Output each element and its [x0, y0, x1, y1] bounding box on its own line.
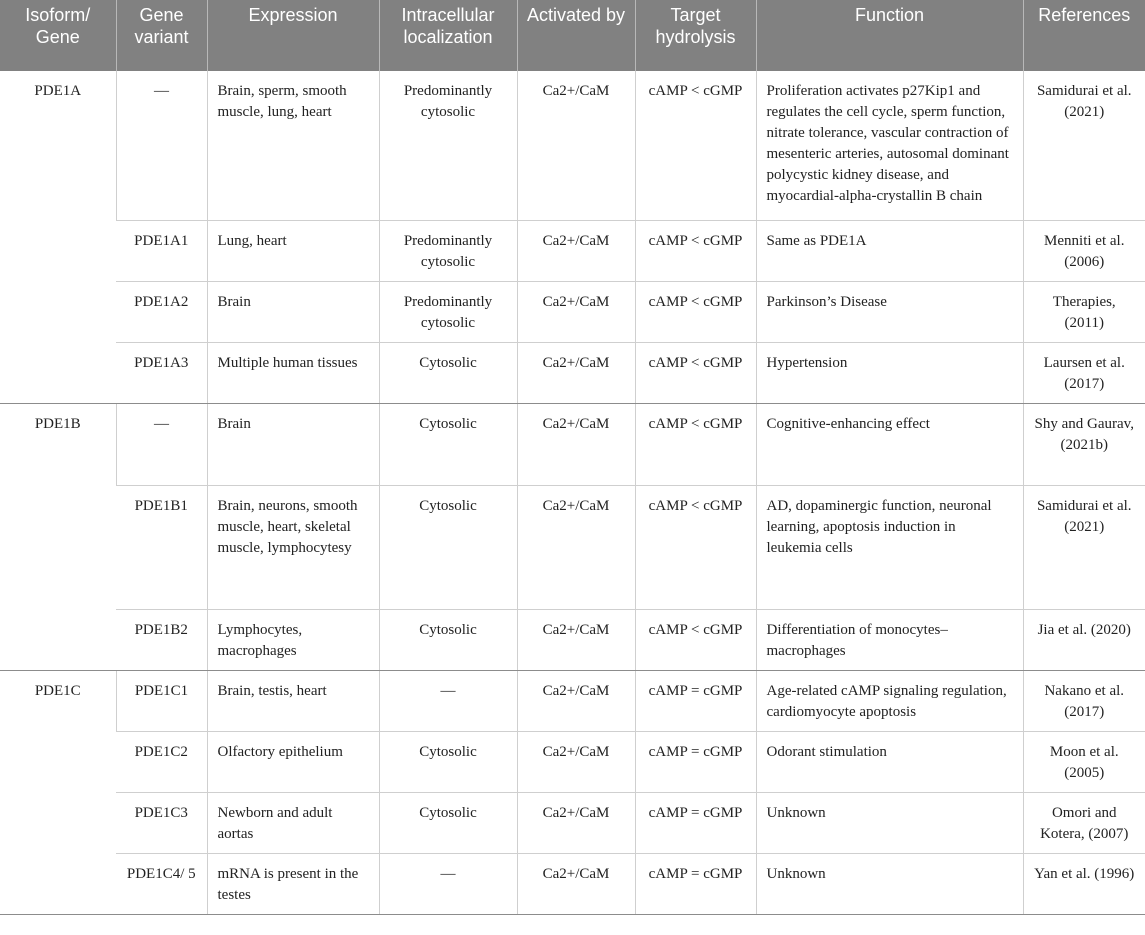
- table-row: [0, 670, 1145, 731]
- variant-cell: PDE1C3: [116, 792, 207, 853]
- hydrolysis-cell: cAMP < cGMP: [635, 342, 756, 403]
- hydrolysis-cell: cAMP = cGMP: [635, 792, 756, 853]
- activated-cell: Ca2+/CaM: [517, 71, 635, 220]
- table-row: [0, 403, 1145, 485]
- localization-cell: Cytosolic: [379, 403, 517, 485]
- activated-cell: Ca2+/CaM: [517, 731, 635, 792]
- activated-cell: Ca2+/CaM: [517, 792, 635, 853]
- table-row: [0, 71, 1145, 220]
- expression-cell: Lung, heart: [207, 220, 379, 281]
- reference-cell: Nakano et al. (2017): [1023, 670, 1145, 731]
- hydrolysis-cell: cAMP < cGMP: [635, 71, 756, 220]
- variant-cell: PDE1C1: [116, 670, 207, 731]
- reference-cell: Jia et al. (2020): [1023, 609, 1145, 670]
- expression-cell: Newborn and adult aortas: [207, 792, 379, 853]
- expression-cell: Brain, sperm, smooth muscle, lung, heart: [207, 71, 379, 220]
- function-cell: Odorant stimulation: [756, 731, 1023, 792]
- variant-cell: —: [116, 71, 207, 220]
- reference-cell: Samidurai et al. (2021): [1023, 71, 1145, 220]
- activated-cell: Ca2+/CaM: [517, 670, 635, 731]
- reference-cell: Samidurai et al. (2021): [1023, 485, 1145, 609]
- table-row: [0, 485, 1145, 609]
- variant-cell: PDE1A3: [116, 342, 207, 403]
- isoform-cell: PDE1B: [0, 403, 116, 670]
- table-row: [0, 609, 1145, 670]
- header-expression: Expression: [207, 0, 379, 71]
- function-cell: Differentiation of monocytes–macrophages: [756, 609, 1023, 670]
- expression-cell: Brain: [207, 403, 379, 485]
- function-cell: Proliferation activates p27Kip1 and regulates the cell cycle, sperm function, nitrate tolerance, vascular contraction of mesenteric arteries, autosomal dominant polycystic kidney disease, and myocardial-alpha-crystallin B chain: [756, 71, 1023, 220]
- reference-cell: Menniti et al. (2006): [1023, 220, 1145, 281]
- localization-cell: Predominantly cytosolic: [379, 281, 517, 342]
- function-cell: AD, dopaminergic function, neuronal learning, apoptosis induction in leukemia cells: [756, 485, 1023, 609]
- localization-cell: —: [379, 853, 517, 914]
- reference-cell: Shy and Gaurav, (2021b): [1023, 403, 1145, 485]
- activated-cell: Ca2+/CaM: [517, 609, 635, 670]
- localization-cell: Predominantly cytosolic: [379, 71, 517, 220]
- expression-cell: Brain, testis, heart: [207, 670, 379, 731]
- hydrolysis-cell: cAMP < cGMP: [635, 485, 756, 609]
- reference-cell: Moon et al. (2005): [1023, 731, 1145, 792]
- function-cell: Parkinson’s Disease: [756, 281, 1023, 342]
- reference-cell: Laursen et al. (2017): [1023, 342, 1145, 403]
- localization-cell: Cytosolic: [379, 342, 517, 403]
- header-gene-variant: Gene variant: [116, 0, 207, 71]
- header-target-hydrolysis: Target hydrolysis: [635, 0, 756, 71]
- hydrolysis-cell: cAMP = cGMP: [635, 670, 756, 731]
- activated-cell: Ca2+/CaM: [517, 853, 635, 914]
- variant-cell: —: [116, 403, 207, 485]
- expression-cell: Lymphocytes, macrophages: [207, 609, 379, 670]
- isoform-cell: PDE1A: [0, 71, 116, 403]
- table-row: [0, 281, 1145, 342]
- variant-cell: PDE1A1: [116, 220, 207, 281]
- activated-cell: Ca2+/CaM: [517, 342, 635, 403]
- localization-cell: Cytosolic: [379, 485, 517, 609]
- expression-cell: Brain: [207, 281, 379, 342]
- table-row: [0, 342, 1145, 403]
- variant-cell: PDE1B1: [116, 485, 207, 609]
- hydrolysis-cell: cAMP < cGMP: [635, 609, 756, 670]
- header-row: [0, 0, 1145, 71]
- function-cell: Age-related cAMP signaling regulation, cardiomyocyte apoptosis: [756, 670, 1023, 731]
- header-activated-by: Activated by: [517, 0, 635, 71]
- reference-cell: Yan et al. (1996): [1023, 853, 1145, 914]
- localization-cell: Predominantly cytosolic: [379, 220, 517, 281]
- table-row: [0, 731, 1145, 792]
- activated-cell: Ca2+/CaM: [517, 220, 635, 281]
- hydrolysis-cell: cAMP < cGMP: [635, 281, 756, 342]
- isoform-cell: PDE1C: [0, 670, 116, 914]
- header-localization: Intracellular localization: [379, 0, 517, 71]
- activated-cell: Ca2+/CaM: [517, 281, 635, 342]
- activated-cell: Ca2+/CaM: [517, 403, 635, 485]
- variant-cell: PDE1C2: [116, 731, 207, 792]
- expression-cell: Multiple human tissues: [207, 342, 379, 403]
- function-cell: Same as PDE1A: [756, 220, 1023, 281]
- function-cell: Cognitive-enhancing effect: [756, 403, 1023, 485]
- variant-cell: PDE1B2: [116, 609, 207, 670]
- hydrolysis-cell: cAMP = cGMP: [635, 853, 756, 914]
- header-isoform: Isoform/ Gene: [0, 0, 116, 71]
- reference-cell: Omori and Kotera, (2007): [1023, 792, 1145, 853]
- table-row: [0, 853, 1145, 914]
- expression-cell: Brain, neurons, smooth muscle, heart, skeletal muscle, lymphocytesy: [207, 485, 379, 609]
- localization-cell: Cytosolic: [379, 731, 517, 792]
- table-row: [0, 792, 1145, 853]
- activated-cell: Ca2+/CaM: [517, 485, 635, 609]
- variant-cell: PDE1C4/ 5: [116, 853, 207, 914]
- expression-cell: mRNA is present in the testes: [207, 853, 379, 914]
- table-row: [0, 220, 1145, 281]
- localization-cell: Cytosolic: [379, 792, 517, 853]
- expression-cell: Olfactory epithelium: [207, 731, 379, 792]
- function-cell: Unknown: [756, 853, 1023, 914]
- function-cell: Unknown: [756, 792, 1023, 853]
- variant-cell: PDE1A2: [116, 281, 207, 342]
- localization-cell: —: [379, 670, 517, 731]
- header-references: References: [1023, 0, 1145, 71]
- localization-cell: Cytosolic: [379, 609, 517, 670]
- hydrolysis-cell: cAMP < cGMP: [635, 403, 756, 485]
- hydrolysis-cell: cAMP < cGMP: [635, 220, 756, 281]
- function-cell: Hypertension: [756, 342, 1023, 403]
- header-function: Function: [756, 0, 1023, 71]
- reference-cell: Therapies, (2011): [1023, 281, 1145, 342]
- hydrolysis-cell: cAMP = cGMP: [635, 731, 756, 792]
